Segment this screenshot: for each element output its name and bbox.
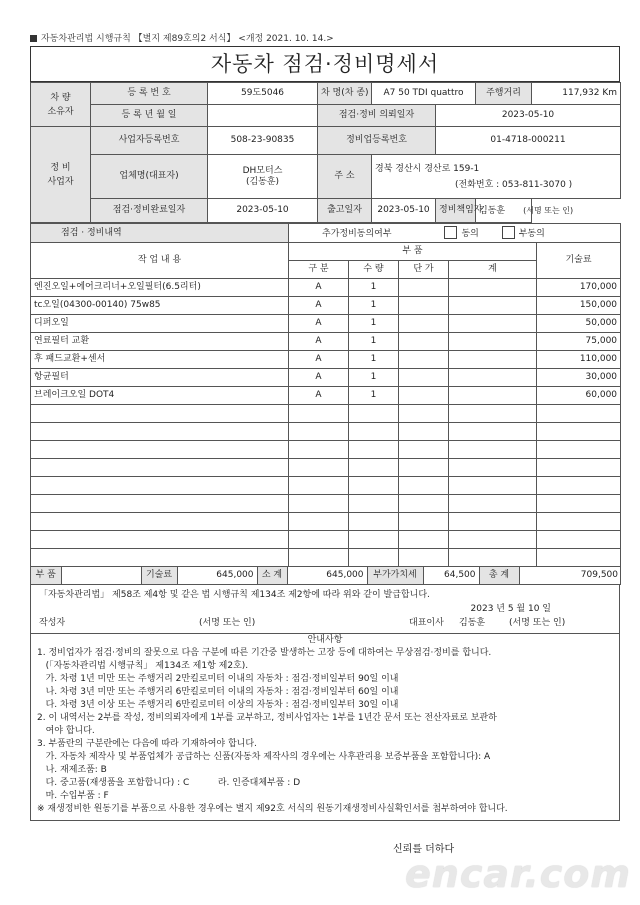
note-line: 다. 중고품(재생품을 포함합니다) : C 라. 인증대체부품 : D xyxy=(37,778,301,788)
note-line: 마. 수입부품 : F xyxy=(37,791,109,801)
cell-labor: 110,000 xyxy=(537,351,621,369)
issuance-statement xyxy=(30,585,620,634)
qty-column-header: 수 량 xyxy=(349,261,399,279)
cell-type: A xyxy=(289,351,349,369)
cell-unit xyxy=(399,549,449,567)
cell-type xyxy=(289,423,349,441)
cell-qty xyxy=(349,495,399,513)
parts-total-label: 부 품 xyxy=(31,567,61,584)
manager-value: 김동훈 (서명 또는 인) xyxy=(476,199,532,223)
table-row xyxy=(31,513,621,531)
cell-type xyxy=(289,441,349,459)
subtotal-label: 소 계 xyxy=(257,567,287,584)
cell-qty: 1 xyxy=(349,387,399,405)
biz-no-value: 508-23-90835 xyxy=(208,127,318,155)
table-row xyxy=(31,531,621,549)
cell-work xyxy=(31,423,289,441)
cell-labor xyxy=(537,549,621,567)
note-line: 2. 이 내역서는 2부를 작성, 정비의뢰자에게 1부를 교부하고, 정비사업자는 1부를 1년간 문서 또는 전산자료로 보관하 xyxy=(37,713,497,723)
note-line: ※ 재생정비한 원동기를 부품으로 사용한 경우에는 별지 제92호 서식의 원동기재생정비사실확인서를 첨부하여야 합니다. xyxy=(37,804,508,814)
grand-total-value: 709,500 xyxy=(519,567,621,584)
reg-date-label: 등 록 년 월 일 xyxy=(91,105,208,127)
shop-rep-value: (김동훈) xyxy=(245,176,280,187)
document xyxy=(30,32,620,821)
reg-date-value xyxy=(208,105,318,127)
cell-type: A xyxy=(289,387,349,405)
cell-qty: 1 xyxy=(349,315,399,333)
cell-unit xyxy=(399,405,449,423)
document-title: 자동차 점검·정비명세서 xyxy=(30,46,620,82)
cell-total xyxy=(449,459,537,477)
cell-labor xyxy=(537,441,621,459)
table-row xyxy=(31,315,621,333)
note-line: 여야 합니다. xyxy=(37,726,95,736)
cell-unit xyxy=(399,297,449,315)
cell-type xyxy=(289,495,349,513)
cell-unit xyxy=(399,423,449,441)
cell-qty: 1 xyxy=(349,279,399,297)
cell-total xyxy=(449,315,537,333)
cell-qty xyxy=(349,441,399,459)
cell-total xyxy=(449,333,537,351)
note-line: 나. 재제조품: B xyxy=(37,765,107,775)
reg-no-label: 등 록 번 호 xyxy=(91,83,208,105)
brand-logo: encar.com xyxy=(405,852,631,896)
shop-section-label: 정 비 사업자 xyxy=(31,127,91,223)
type-column-header: 구 분 xyxy=(289,261,349,279)
labor-column-header: 기술료 xyxy=(537,243,621,279)
cell-total xyxy=(449,387,537,405)
work-rows xyxy=(31,279,621,567)
cell-unit xyxy=(399,279,449,297)
cell-labor: 170,000 xyxy=(537,279,621,297)
cell-total xyxy=(449,513,537,531)
cell-type: A xyxy=(289,333,349,351)
shop-name-value: DH모터스 (김동훈) xyxy=(208,155,318,199)
cell-labor: 30,000 xyxy=(537,369,621,387)
cell-unit xyxy=(399,369,449,387)
rep-label: 대표이사 xyxy=(409,618,444,628)
cell-unit xyxy=(399,315,449,333)
address-label: 주 소 xyxy=(318,155,372,199)
table-row xyxy=(31,297,621,315)
cell-unit xyxy=(399,387,449,405)
cell-labor xyxy=(537,531,621,549)
cell-labor: 60,000 xyxy=(537,387,621,405)
notes-lines xyxy=(37,647,613,816)
cell-unit xyxy=(399,333,449,351)
cell-unit xyxy=(399,459,449,477)
release-date-label: 출고일자 xyxy=(318,199,372,223)
cell-qty: 1 xyxy=(349,351,399,369)
cell-unit xyxy=(399,441,449,459)
cell-total xyxy=(449,405,537,423)
cell-type xyxy=(289,405,349,423)
square-bullet-icon xyxy=(30,35,37,42)
mileage-label: 주행거리 xyxy=(476,83,532,105)
agree-label: 동의 xyxy=(461,229,479,239)
cell-work xyxy=(31,405,289,423)
notes-section xyxy=(30,634,620,821)
table-row xyxy=(31,333,621,351)
cell-work: tc오일(04300-00140) 75w85 xyxy=(31,297,289,315)
table-row xyxy=(31,477,621,495)
cell-type xyxy=(289,531,349,549)
author-sign: (서명 또는 인) xyxy=(199,618,256,628)
table-row xyxy=(31,351,621,369)
table-row xyxy=(31,423,621,441)
cell-qty xyxy=(349,423,399,441)
cell-work: 디퍼오일 xyxy=(31,315,289,333)
table-row xyxy=(31,459,621,477)
table-row xyxy=(31,369,621,387)
cell-work xyxy=(31,549,289,567)
mileage-value: 117,932 Km xyxy=(532,83,621,105)
cell-type xyxy=(289,549,349,567)
cell-work xyxy=(31,495,289,513)
cell-type xyxy=(289,459,349,477)
reg-no-value: 59도5046 xyxy=(208,83,318,105)
cell-work: 연료필터 교환 xyxy=(31,333,289,351)
cell-work: 엔진오일+에어크리너+오일필터(6.5리터) xyxy=(31,279,289,297)
notes-title: 안내사항 xyxy=(307,635,343,645)
statement-date: 2023 년 5 월 10 일 xyxy=(470,604,551,614)
vat-label: 부가가치세 xyxy=(367,567,423,584)
unit-column-header: 단 가 xyxy=(399,261,449,279)
release-date-value: 2023-05-10 xyxy=(372,199,436,223)
cell-total xyxy=(449,549,537,567)
cell-total xyxy=(449,351,537,369)
additional-consent-label: 추가정비동의여부 xyxy=(322,229,392,239)
cell-labor xyxy=(537,423,621,441)
cell-labor: 50,000 xyxy=(537,315,621,333)
cell-type: A xyxy=(289,279,349,297)
shop-reg-value: 01-4718-000211 xyxy=(436,127,621,155)
note-line: (「자동차관리법 시행규칙」 제134조 제1항 제2호). xyxy=(37,661,249,671)
table-row xyxy=(31,405,621,423)
cell-total xyxy=(449,495,537,513)
cell-qty xyxy=(349,405,399,423)
note-line: 1. 정비업자가 점검·정비의 잘못으로 다음 구분에 따른 기간중 발생하는 고장 등에 대하여는 무상점검·정비를 합니다. xyxy=(37,648,492,658)
note-line: 가. 차령 1년 미만 또는 주행거리 2만킬로미터 이내의 자동차 : 점검·정비일부터 90일 이내 xyxy=(37,674,399,684)
cell-total xyxy=(449,531,537,549)
cell-qty xyxy=(349,477,399,495)
request-date-value: 2023-05-10 xyxy=(436,105,621,127)
cell-work xyxy=(31,441,289,459)
additional-consent xyxy=(289,224,621,243)
model-value: A7 50 TDI quattro xyxy=(372,83,476,105)
details-label: 점검 · 정비내역 xyxy=(31,224,289,243)
cell-qty xyxy=(349,549,399,567)
agree-checkbox[interactable] xyxy=(444,226,457,239)
cell-labor: 150,000 xyxy=(537,297,621,315)
address-value: 경북 경산시 경산로 159-1 (전화번호 : 053-811-3070 ) xyxy=(372,155,621,199)
work-column-header: 작 업 내 용 xyxy=(31,243,289,279)
disagree-label: 부동의 xyxy=(518,229,545,239)
cell-labor xyxy=(537,477,621,495)
owner-section-label: 차 량 소유자 xyxy=(31,83,91,127)
statement-text: 「자동차관리법」 제58조 제4항 및 같은 법 시행규칙 제134조 제2항에 따라 위와 같이 발급합니다. xyxy=(39,590,430,600)
phone-value: (전화번호 : 053-811-3070 ) xyxy=(455,179,573,190)
table-row xyxy=(31,387,621,405)
cell-qty xyxy=(349,531,399,549)
cell-labor: 75,000 xyxy=(537,333,621,351)
info-table xyxy=(30,82,621,223)
subtotal-value: 645,000 xyxy=(287,567,367,584)
manager-sign: (서명 또는 인) xyxy=(523,205,574,215)
cell-total xyxy=(449,423,537,441)
total-column-header: 계 xyxy=(449,261,537,279)
cell-work: 후 패드교환+센서 xyxy=(31,351,289,369)
note-line: 나. 차령 3년 미만 또는 주행거리 6만킬로미터 이내의 자동차 : 점검·정비일부터 60일 이내 xyxy=(37,687,399,697)
parts-column-header: 부 품 xyxy=(289,243,537,261)
cell-work xyxy=(31,531,289,549)
cell-unit xyxy=(399,495,449,513)
complete-date-label: 점검·정비완료일자 xyxy=(91,199,208,223)
cell-qty xyxy=(349,513,399,531)
table-row xyxy=(31,279,621,297)
cell-labor xyxy=(537,459,621,477)
cell-type: A xyxy=(289,297,349,315)
cell-total xyxy=(449,279,537,297)
note-line: 다. 차령 3년 이상 또는 주행거리 6만킬로미터 이상의 자동차 : 점검·정비일부터 30일 이내 xyxy=(37,700,399,710)
cell-qty: 1 xyxy=(349,369,399,387)
cell-total xyxy=(449,297,537,315)
details-table xyxy=(30,223,621,585)
model-label: 차 명(차 종) xyxy=(318,83,372,105)
note-line: 3. 부품란의 구분란에는 다음에 따라 기재하여야 합니다. xyxy=(37,739,257,749)
shop-reg-label: 정비업등록번호 xyxy=(318,127,436,155)
cell-type: A xyxy=(289,369,349,387)
cell-type xyxy=(289,477,349,495)
regulation-header: 자동차관리법 시행규칙 【별지 제89호의2 서식】 <개정 2021. 10. 14.> xyxy=(30,32,620,46)
totals-row xyxy=(31,567,621,585)
manager-label: 정비책임자 xyxy=(436,199,476,223)
cell-work xyxy=(31,459,289,477)
labor-total-value: 645,000 xyxy=(177,567,257,584)
cell-labor xyxy=(537,405,621,423)
biz-no-label: 사업자등록번호 xyxy=(91,127,208,155)
note-line: 가. 자동차 제작사 및 부품업체가 공급하는 신품(자동차 제작사의 경우에는 사후관리용 보증부품을 포함합니다): A xyxy=(37,752,491,762)
cell-qty: 1 xyxy=(349,333,399,351)
grand-total-label: 총 계 xyxy=(479,567,519,584)
cell-total xyxy=(449,369,537,387)
request-date-label: 점검·정비 의뢰일자 xyxy=(318,105,436,127)
cell-labor xyxy=(537,495,621,513)
cell-work xyxy=(31,513,289,531)
cell-unit xyxy=(399,531,449,549)
cell-work xyxy=(31,477,289,495)
disagree-checkbox[interactable] xyxy=(502,226,515,239)
rep-sign: (서명 또는 인) xyxy=(509,618,566,628)
labor-total-label: 기술료 xyxy=(141,567,177,584)
author-label: 작성자 xyxy=(39,618,66,628)
cell-type: A xyxy=(289,315,349,333)
cell-total xyxy=(449,477,537,495)
cell-qty xyxy=(349,459,399,477)
cell-unit xyxy=(399,351,449,369)
cell-total xyxy=(449,441,537,459)
complete-date-value: 2023-05-10 xyxy=(208,199,318,223)
cell-unit xyxy=(399,477,449,495)
vat-value: 64,500 xyxy=(423,567,479,584)
cell-work: 항균필터 xyxy=(31,369,289,387)
cell-labor xyxy=(537,513,621,531)
rep-name: 김동훈 xyxy=(459,618,486,628)
shop-name-label: 업체명(대표자) xyxy=(91,155,208,199)
cell-work: 브레이크오일 DOT4 xyxy=(31,387,289,405)
cell-type xyxy=(289,513,349,531)
cell-unit xyxy=(399,513,449,531)
table-row xyxy=(31,441,621,459)
cell-qty: 1 xyxy=(349,297,399,315)
parts-total-value xyxy=(61,567,141,584)
table-row xyxy=(31,495,621,513)
table-row xyxy=(31,549,621,567)
slogan: 신뢰를 더하다 xyxy=(393,844,455,855)
